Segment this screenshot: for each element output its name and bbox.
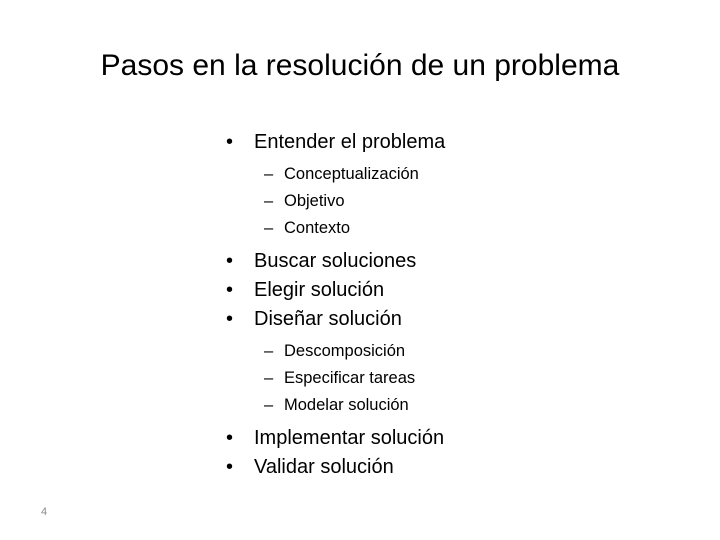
list-item-label: Buscar soluciones [254,250,417,272]
list-item [226,424,686,453]
bullet-icon: • [226,250,234,272]
list-item [226,305,686,419]
list-item [226,247,686,276]
page-number: 4 [41,506,48,518]
bullet-list [226,128,686,482]
sub-list-item-label: Conceptualización [284,165,419,183]
dash-icon: – [264,396,274,414]
dash-icon: – [264,192,274,210]
list-item-label: Diseñar solución [254,308,402,330]
slide-title: Pasos en la resolución de un problema [100,49,620,82]
list-item-level1 [226,276,686,305]
dash-icon: – [264,342,274,360]
list-item-level1 [226,453,686,482]
dash-icon: – [264,219,274,237]
sub-list-item-label: Especificar tareas [284,369,416,387]
list-item-label: Entender el problema [254,131,446,153]
sub-list [226,338,686,419]
sub-list-item-label: Objetivo [284,192,345,210]
list-item-label: Elegir solución [254,279,385,301]
list-item-level1 [226,305,686,334]
sub-list-item [226,215,686,242]
list-item [226,453,686,482]
sub-list-item [226,338,686,365]
bullet-icon: • [226,308,234,330]
bullet-icon: • [226,427,234,449]
list-item-level1 [226,247,686,276]
sub-list-item [226,161,686,188]
sub-list-item-label: Descomposición [284,342,406,360]
sub-list-item [226,188,686,215]
sub-list [226,161,686,242]
dash-icon: – [264,165,274,183]
dash-icon: – [264,369,274,387]
list-item-label: Validar solución [254,456,394,478]
sub-list-item-label: Contexto [284,219,351,237]
list-item-level1 [226,128,686,157]
list-item-label: Implementar solución [254,427,445,449]
sub-list-item [226,365,686,392]
sub-list-item [226,392,686,419]
list-item-level1 [226,424,686,453]
bullet-icon: • [226,456,234,478]
list-item [226,276,686,305]
sub-list-item-label: Modelar solución [284,396,409,414]
bullet-icon: • [226,131,234,153]
bullet-icon: • [226,279,234,301]
list-item [226,128,686,242]
